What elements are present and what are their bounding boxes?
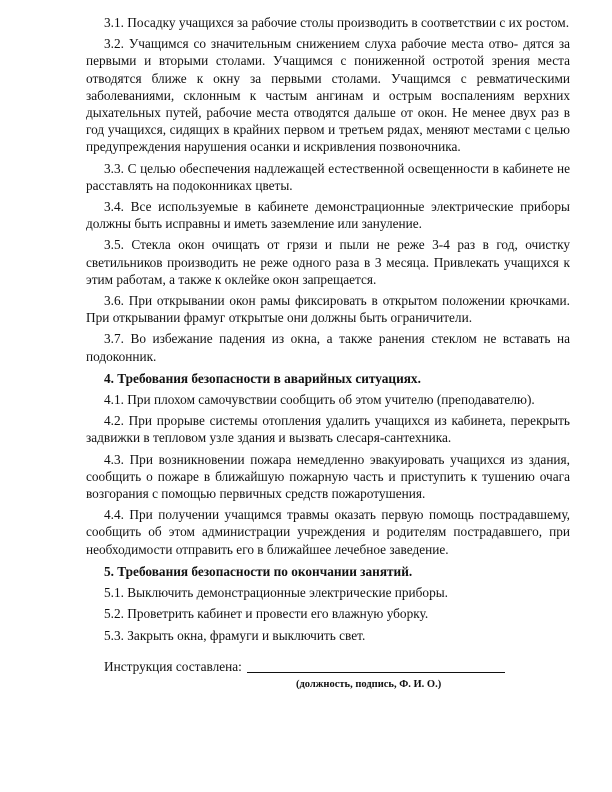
document-body [86, 14, 570, 644]
paragraph-3-5: 3.5. Стекла окон очищать от грязи и пыли не реже 3-4 раз в год, очистку светильников производить не реже одного раза в 3 месяца. Привлекать учащихся к этим работам, а также к оклейке окон запрещается. [86, 237, 570, 287]
paragraph-3-3: 3.3. С целью обеспечения надлежащей естественной освещенности в кабинете не расставлять на подоконниках цветы. [86, 160, 570, 193]
section-4-heading: 4. Требования безопасности в аварийных ситуациях. [104, 370, 421, 386]
paragraph-3-4: 3.4. Все используемые в кабинете демонстрационные электрические приборы должны быть исправны и иметь заземление или зануление. [86, 199, 570, 232]
paragraph-4-2: 4.2. При прорыве системы отопления удалить учащихся из кабинета, перекрыть задвижки в тепловом узле здания и вызвать слесаря-сантехника. [86, 413, 570, 446]
paragraph-4-1: 4.1. При плохом самочувствии сообщить об этом учителю (преподавателю). [104, 392, 535, 408]
paragraph-3-7: 3.7. Во избежание падения из окна, а также ранения стеклом не вставать на подоконник. [86, 331, 570, 364]
signature-line [247, 672, 505, 673]
section-5-heading: 5. Требования безопасности по окончании занятий. [104, 563, 413, 579]
signature-caption: (должность, подпись, Ф. И. О.) [296, 679, 442, 690]
paragraph-5-3: 5.3. Закрыть окна, фрамуги и выключить свет. [104, 627, 366, 643]
signature-row [104, 658, 524, 678]
paragraph-3-1: 3.1. Посадку учащихся за рабочие столы производить в соответствии с их ростом. [104, 15, 570, 30]
paragraph-3-2: 3.2. Учащимся со значительным снижением слуха рабочие места отво- дятся за первыми и вторыми столами. Учащимся с пониженной остротой зрения места отводятся ближе к окну за первыми столами. Учащимся с ревматическими заболеваниями, склонным к частым ангинам и острым воспалениям верхних дыхательных путей, рабочие места отводятся дальше от окон. Не менее двух раз в год учащихся, сидящих в крайних первом и третьем рядах, меняют местами с целью предупреждения нарушения осанки и искривления позвоночника. [86, 36, 570, 155]
paragraph-5-1: 5.1. Выключить демонстрационные электрические приборы. [104, 585, 448, 601]
signature-label: Инструкция составлена: [104, 659, 242, 674]
paragraph-4-3: 4.3. При возникновении пожара немедленно эвакуировать учащихся из здания, сообщить о пожаре в ближайшую пожарную часть и приступить к тушению очага возгорания с помощью первичных средств пожаротушения. [86, 451, 570, 502]
paragraph-4-4: 4.4. При получении учащимся травмы оказать первую помощь пострадавшему, сообщить об этом администрации учреждения и родителям пострадавшего, при необходимости отправить его в ближайшее лечебное заведение. [86, 507, 570, 557]
paragraph-3-6: 3.6. При открывании окон рамы фиксировать в открытом положении крючками. При открывании фрамуг открытые они должны быть ограничители. [86, 293, 570, 326]
paragraph-5-2: 5.2. Проветрить кабинет и провести его влажную уборку. [104, 606, 429, 622]
